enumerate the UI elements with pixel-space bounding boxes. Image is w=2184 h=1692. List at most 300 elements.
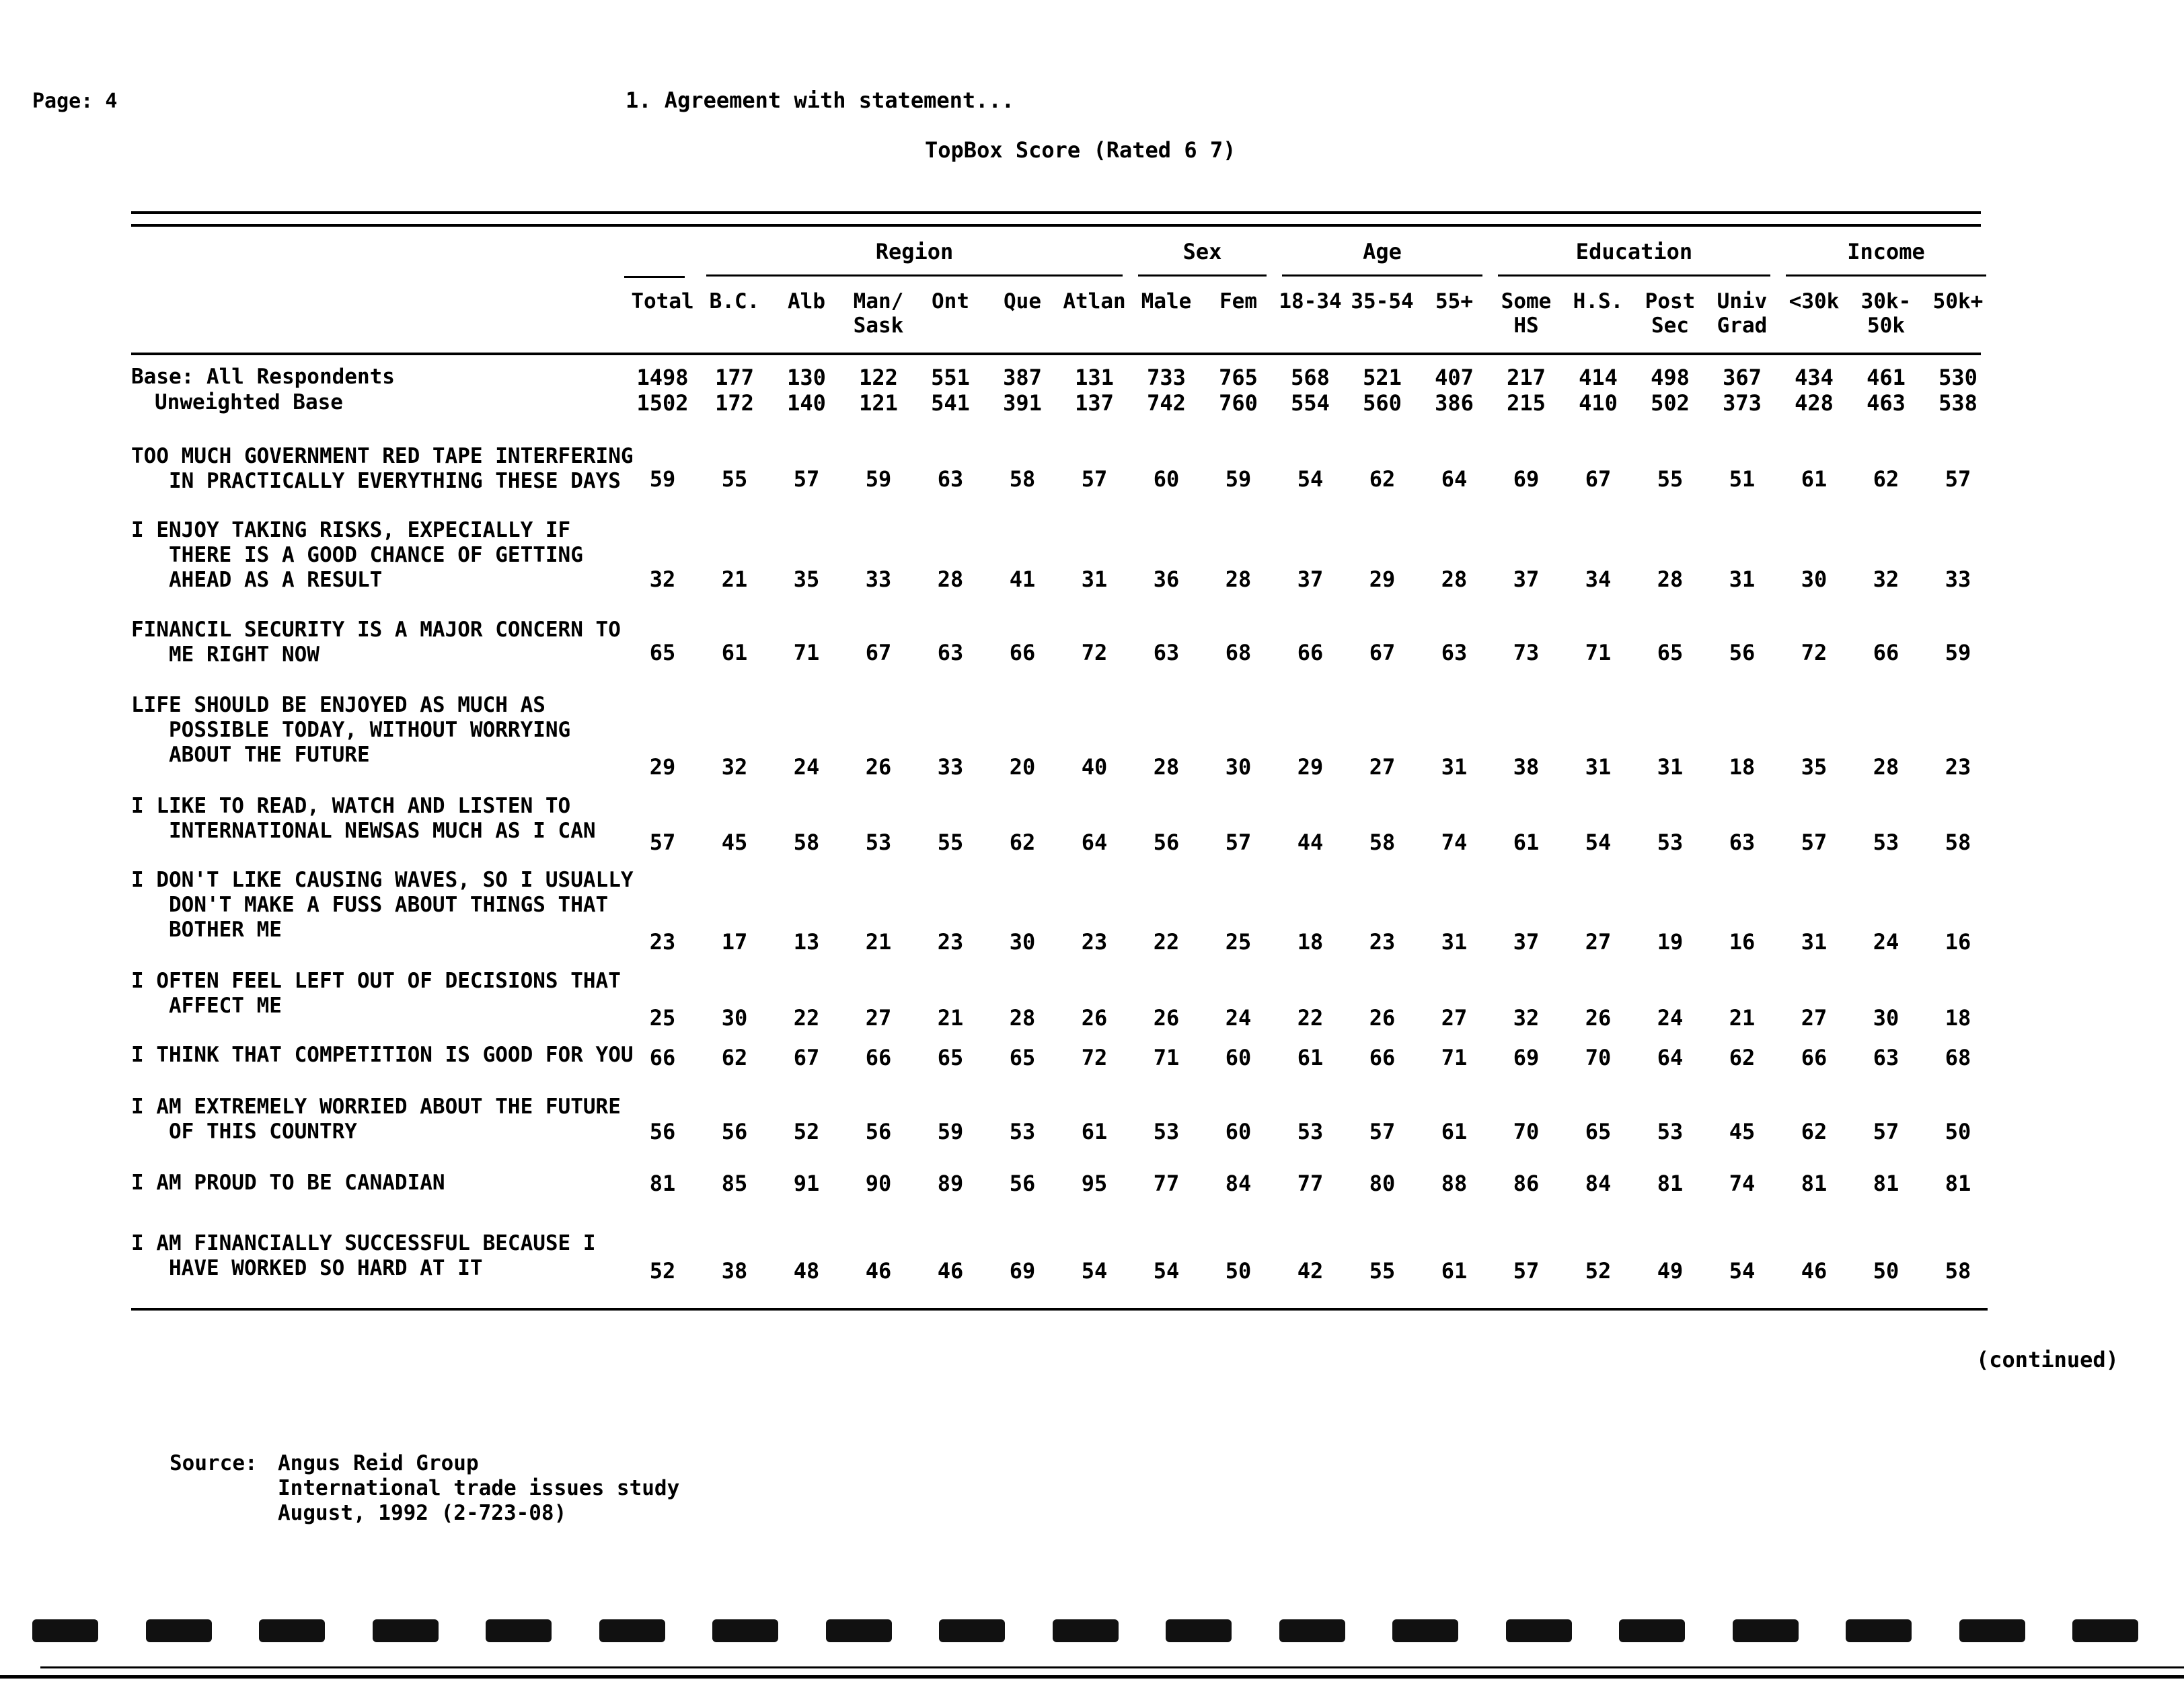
table-cell: 65: [937, 1045, 964, 1070]
statement-label: FINANCIL SECURITY IS A MAJOR CONCERN TO ME RIGHT NOW: [131, 618, 621, 667]
table-cell: 33: [1945, 566, 1971, 592]
source-label: Source:: [170, 1451, 258, 1475]
table-cell: 59: [649, 466, 676, 492]
table-cell: 57: [1873, 1119, 1899, 1144]
table-cell: 29: [1369, 566, 1396, 592]
header-bottom-rule: [131, 353, 1981, 355]
table-cell: 59: [1225, 466, 1252, 492]
table-cell: 52: [1585, 1258, 1612, 1284]
table-top-rule: [131, 211, 1981, 214]
table-cell: 31: [1441, 929, 1468, 955]
column-header-line2: Grad: [1717, 314, 1768, 338]
table-cell: 26: [1585, 1005, 1612, 1031]
table-cell: 58: [1945, 830, 1971, 855]
unweighted-base-value: 463: [1867, 390, 1906, 416]
table-cell: 53: [1153, 1119, 1180, 1144]
column-header-line2: 50k: [1867, 314, 1905, 338]
table-cell: 21: [1729, 1005, 1756, 1031]
table-cell: 95: [1081, 1171, 1108, 1196]
table-cell: 70: [1513, 1119, 1540, 1144]
table-cell: 66: [649, 1045, 676, 1070]
table-cell: 85: [721, 1171, 748, 1196]
group-underline: [1498, 274, 1770, 277]
table-cell: 18: [1729, 754, 1756, 780]
table-cell: 28: [937, 566, 964, 592]
base-value: 461: [1867, 365, 1906, 390]
table-cell: 27: [1801, 1005, 1828, 1031]
base-value: 733: [1147, 365, 1186, 390]
base-value: 568: [1291, 365, 1330, 390]
table-cell: 20: [1009, 754, 1036, 780]
table-cell: 63: [937, 640, 964, 665]
base-label: Base: All Respondents: [131, 365, 395, 389]
table-cell: 53: [1873, 830, 1899, 855]
table-cell: 49: [1657, 1258, 1684, 1284]
source-line-3: August, 1992 (2-723-08): [278, 1501, 567, 1525]
table-cell: 28: [1873, 754, 1899, 780]
base-value: 498: [1651, 365, 1690, 390]
group-header-sex: Sex: [1182, 239, 1222, 264]
table-cell: 57: [1225, 830, 1252, 855]
column-header: <30k: [1788, 289, 1840, 314]
table-cell: 63: [1729, 830, 1756, 855]
table-cell: 88: [1441, 1171, 1468, 1196]
base-value: 530: [1938, 365, 1978, 390]
table-cell: 18: [1297, 929, 1324, 955]
table-cell: 18: [1945, 1005, 1971, 1031]
table-cell: 46: [865, 1258, 892, 1284]
table-cell: 24: [793, 754, 820, 780]
table-cell: 54: [1585, 830, 1612, 855]
table-cell: 81: [1801, 1171, 1828, 1196]
table-cell: 28: [1009, 1005, 1036, 1031]
statement-label: I OFTEN FEEL LEFT OUT OF DECISIONS THAT AFFECT ME: [131, 969, 621, 1018]
table-cell: 48: [793, 1258, 820, 1284]
unweighted-base-value: 215: [1507, 390, 1546, 416]
table-cell: 61: [1513, 830, 1540, 855]
binder-tab: [1506, 1619, 1572, 1642]
table-cell: 22: [793, 1005, 820, 1031]
table-cell: 57: [1945, 466, 1971, 492]
statement-label: I AM PROUD TO BE CANADIAN: [131, 1171, 445, 1195]
base-value: 551: [931, 365, 970, 390]
table-cell: 77: [1297, 1171, 1324, 1196]
total-underline: [624, 276, 685, 278]
table-cell: 31: [1585, 754, 1612, 780]
table-cell: 54: [1297, 466, 1324, 492]
table-cell: 71: [1441, 1045, 1468, 1070]
table-cell: 65: [1585, 1119, 1612, 1144]
table-cell: 68: [1945, 1045, 1971, 1070]
column-header: Man/: [853, 289, 904, 314]
table-cell: 29: [1297, 754, 1324, 780]
table-cell: 53: [865, 830, 892, 855]
table-cell: 50: [1873, 1258, 1899, 1284]
table-cell: 41: [1009, 566, 1036, 592]
column-header: Alb: [788, 289, 825, 314]
statement-label: I THINK THAT COMPETITION IS GOOD FOR YOU: [131, 1043, 634, 1067]
statement-label: TOO MUCH GOVERNMENT RED TAPE INTERFERING IN PRACTICALLY EVERYTHING THESE DAYS: [131, 444, 634, 493]
base-value: 367: [1723, 365, 1762, 390]
column-header: Male: [1141, 289, 1192, 314]
table-cell: 64: [1081, 830, 1108, 855]
table-cell: 51: [1729, 466, 1756, 492]
table-cell: 28: [1441, 566, 1468, 592]
binder-tab: [1846, 1619, 1912, 1642]
table-cell: 67: [1585, 466, 1612, 492]
table-cell: 59: [865, 466, 892, 492]
table-cell: 45: [721, 830, 748, 855]
table-cell: 73: [1513, 640, 1540, 665]
binder-tab: [259, 1619, 325, 1642]
table-cell: 63: [1873, 1045, 1899, 1070]
table-cell: 22: [1153, 929, 1180, 955]
group-underline: [706, 274, 1123, 277]
table-cell: 71: [1585, 640, 1612, 665]
binder-tab: [486, 1619, 552, 1642]
table-cell: 30: [721, 1005, 748, 1031]
table-cell: 59: [1945, 640, 1971, 665]
table-cell: 55: [1369, 1258, 1396, 1284]
table-cell: 70: [1585, 1045, 1612, 1070]
column-header: Fem: [1219, 289, 1257, 314]
table-cell: 55: [721, 466, 748, 492]
table-cell: 27: [1585, 929, 1612, 955]
column-header: 50k+: [1932, 289, 1984, 314]
binder-tab: [1279, 1619, 1345, 1642]
table-cell: 66: [1369, 1045, 1396, 1070]
unweighted-base-value: 373: [1723, 390, 1762, 416]
statement-label: I ENJOY TAKING RISKS, EXPECIALLY IF THERE IS A GOOD CHANCE OF GETTING AHEAD AS A RESULT: [131, 518, 583, 592]
table-cell: 77: [1153, 1171, 1180, 1196]
table-cell: 22: [1297, 1005, 1324, 1031]
table-cell: 60: [1153, 466, 1180, 492]
table-cell: 64: [1441, 466, 1468, 492]
table-cell: 62: [721, 1045, 748, 1070]
base-value: 177: [715, 365, 754, 390]
table-cell: 31: [1801, 929, 1828, 955]
base-value: 414: [1579, 365, 1618, 390]
table-cell: 50: [1225, 1258, 1252, 1284]
table-cell: 61: [1081, 1119, 1108, 1144]
unweighted-base-value: 1502: [636, 390, 689, 416]
statement-label: I LIKE TO READ, WATCH AND LISTEN TO INTERNATIONAL NEWSAS MUCH AS I CAN: [131, 794, 596, 843]
table-cell: 25: [1225, 929, 1252, 955]
table-cell: 74: [1441, 830, 1468, 855]
table-cell: 67: [793, 1045, 820, 1070]
table-cell: 31: [1081, 566, 1108, 592]
table-cell: 23: [937, 929, 964, 955]
table-cell: 24: [1225, 1005, 1252, 1031]
unweighted-base-value: 391: [1003, 390, 1042, 416]
table-cell: 69: [1009, 1258, 1036, 1284]
base-value: 130: [787, 365, 826, 390]
column-header-line2: HS: [1513, 314, 1539, 338]
table-cell: 27: [865, 1005, 892, 1031]
table-cell: 31: [1441, 754, 1468, 780]
unweighted-base-value: 137: [1075, 390, 1114, 416]
table-cell: 29: [649, 754, 676, 780]
statement-label: LIFE SHOULD BE ENJOYED AS MUCH AS POSSIBLE TODAY, WITHOUT WORRYING ABOUT THE FUTURE: [131, 693, 571, 767]
table-bottom-rule: [131, 1308, 1988, 1311]
unweighted-base-value: 541: [931, 390, 970, 416]
table-cell: 25: [649, 1005, 676, 1031]
table-cell: 86: [1513, 1171, 1540, 1196]
unweighted-base-value: 538: [1938, 390, 1978, 416]
table-cell: 33: [865, 566, 892, 592]
group-underline: [1786, 274, 1986, 277]
column-header: B.C.: [709, 289, 760, 314]
table-cell: 58: [1369, 830, 1396, 855]
table-cell: 50: [1945, 1119, 1971, 1144]
binder-tab: [1733, 1619, 1799, 1642]
unweighted-base-value: 121: [859, 390, 898, 416]
group-header-age: Age: [1363, 239, 1402, 264]
unweighted-base-value: 140: [787, 390, 826, 416]
table-cell: 67: [1369, 640, 1396, 665]
table-cell: 89: [937, 1171, 964, 1196]
table-cell: 45: [1729, 1119, 1756, 1144]
table-cell: 61: [1441, 1119, 1468, 1144]
table-cell: 60: [1225, 1045, 1252, 1070]
table-cell: 62: [1801, 1119, 1828, 1144]
table-cell: 21: [721, 566, 748, 592]
table-cell: 71: [793, 640, 820, 665]
table-cell: 63: [1441, 640, 1468, 665]
table-cell: 40: [1081, 754, 1108, 780]
table-cell: 28: [1657, 566, 1684, 592]
table-cell: 66: [1873, 640, 1899, 665]
binder-tab: [826, 1619, 892, 1642]
table-cell: 61: [1801, 466, 1828, 492]
table-cell: 27: [1369, 754, 1396, 780]
table-cell: 16: [1729, 929, 1756, 955]
binder-tab: [599, 1619, 665, 1642]
table-cell: 23: [649, 929, 676, 955]
column-header: Post: [1645, 289, 1696, 314]
table-cell: 57: [649, 830, 676, 855]
binder-edge-line: [40, 1666, 2184, 1668]
unweighted-base-label: Unweighted Base: [155, 390, 343, 414]
table-cell: 19: [1657, 929, 1684, 955]
unweighted-base-value: 760: [1219, 390, 1258, 416]
table-cell: 32: [649, 566, 676, 592]
table-cell: 35: [793, 566, 820, 592]
binder-tab: [2072, 1619, 2138, 1642]
table-cell: 53: [1657, 830, 1684, 855]
binder-edge-line-2: [0, 1675, 2184, 1679]
table-cell: 42: [1297, 1258, 1324, 1284]
base-value: 131: [1075, 365, 1114, 390]
table-cell: 71: [1153, 1045, 1180, 1070]
column-header: Total: [631, 289, 694, 314]
column-header: 18-34: [1279, 289, 1342, 314]
table-cell: 61: [721, 640, 748, 665]
unweighted-base-value: 172: [715, 390, 754, 416]
table-cell: 21: [865, 929, 892, 955]
column-header: Univ: [1717, 289, 1768, 314]
table-cell: 55: [1657, 466, 1684, 492]
binder-tab: [1053, 1619, 1119, 1642]
table-cell: 57: [1513, 1258, 1540, 1284]
table-cell: 23: [1945, 754, 1971, 780]
table-cell: 72: [1081, 1045, 1108, 1070]
statement-label: I AM EXTREMELY WORRIED ABOUT THE FUTURE OF THIS COUNTRY: [131, 1095, 621, 1144]
table-cell: 81: [1873, 1171, 1899, 1196]
table-cell: 59: [937, 1119, 964, 1144]
table-cell: 72: [1801, 640, 1828, 665]
table-cell: 30: [1009, 929, 1036, 955]
table-cell: 58: [1945, 1258, 1971, 1284]
table-cell: 38: [1513, 754, 1540, 780]
table-cell: 69: [1513, 1045, 1540, 1070]
column-header: 55+: [1435, 289, 1473, 314]
table-cell: 31: [1729, 566, 1756, 592]
group-underline: [1282, 274, 1482, 277]
table-cell: 63: [1153, 640, 1180, 665]
table-cell: 62: [1873, 466, 1899, 492]
table-cell: 26: [1153, 1005, 1180, 1031]
table-cell: 56: [1009, 1171, 1036, 1196]
table-cell: 26: [1081, 1005, 1108, 1031]
table-cell: 80: [1369, 1171, 1396, 1196]
page-number: Page: 4: [32, 89, 118, 113]
table-cell: 34: [1585, 566, 1612, 592]
table-cell: 44: [1297, 830, 1324, 855]
group-header-education: Education: [1575, 239, 1693, 264]
column-header: Ont: [932, 289, 969, 314]
table-cell: 26: [1369, 1005, 1396, 1031]
table-cell: 30: [1225, 754, 1252, 780]
table-cell: 81: [1945, 1171, 1971, 1196]
table-cell: 53: [1297, 1119, 1324, 1144]
binder-tab: [146, 1619, 212, 1642]
table-cell: 56: [1153, 830, 1180, 855]
column-header-line2: Sec: [1651, 314, 1689, 338]
table-cell: 68: [1225, 640, 1252, 665]
table-cell: 17: [721, 929, 748, 955]
table-cell: 57: [793, 466, 820, 492]
base-value: 765: [1219, 365, 1258, 390]
table-cell: 38: [721, 1258, 748, 1284]
table-cell: 54: [1081, 1258, 1108, 1284]
source-line-1: Angus Reid Group: [278, 1451, 479, 1475]
base-value: 434: [1795, 365, 1834, 390]
page-subtitle: TopBox Score (Rated 6 7): [925, 137, 1236, 163]
binder-tab: [712, 1619, 778, 1642]
table-cell: 28: [1153, 754, 1180, 780]
table-cell: 21: [937, 1005, 964, 1031]
table-cell: 58: [1009, 466, 1036, 492]
table-cell: 57: [1801, 830, 1828, 855]
table-cell: 32: [721, 754, 748, 780]
table-cell: 52: [649, 1258, 676, 1284]
table-cell: 81: [649, 1171, 676, 1196]
table-cell: 13: [793, 929, 820, 955]
table-cell: 55: [937, 830, 964, 855]
table-cell: 60: [1225, 1119, 1252, 1144]
binder-tab: [1959, 1619, 2025, 1642]
unweighted-base-value: 742: [1147, 390, 1186, 416]
table-cell: 65: [649, 640, 676, 665]
table-cell: 53: [1009, 1119, 1036, 1144]
column-header: 30k-: [1860, 289, 1912, 314]
table-cell: 74: [1729, 1171, 1756, 1196]
table-cell: 52: [793, 1119, 820, 1144]
table-cell: 56: [1729, 640, 1756, 665]
table-cell: 57: [1369, 1119, 1396, 1144]
table-cell: 54: [1153, 1258, 1180, 1284]
table-cell: 84: [1225, 1171, 1252, 1196]
group-underline: [1138, 274, 1267, 277]
table-cell: 46: [1801, 1258, 1828, 1284]
column-header: Atlan: [1063, 289, 1126, 314]
unweighted-base-value: 386: [1435, 390, 1474, 416]
table-cell: 69: [1513, 466, 1540, 492]
table-cell: 61: [1441, 1258, 1468, 1284]
binder-tab: [939, 1619, 1005, 1642]
table-cell: 90: [865, 1171, 892, 1196]
table-cell: 67: [865, 640, 892, 665]
table-cell: 30: [1873, 1005, 1899, 1031]
table-cell: 27: [1441, 1005, 1468, 1031]
table-cell: 24: [1873, 929, 1899, 955]
table-cell: 26: [865, 754, 892, 780]
table-cell: 16: [1945, 929, 1971, 955]
table-cell: 61: [1297, 1045, 1324, 1070]
binder-tab: [1619, 1619, 1685, 1642]
unweighted-base-value: 502: [1651, 390, 1690, 416]
table-cell: 57: [1081, 466, 1108, 492]
binder-tab: [1166, 1619, 1232, 1642]
page-title: 1. Agreement with statement...: [626, 87, 1014, 113]
table-cell: 62: [1729, 1045, 1756, 1070]
binder-tab: [373, 1619, 439, 1642]
table-cell: 81: [1657, 1171, 1684, 1196]
unweighted-base-value: 560: [1363, 390, 1402, 416]
continued-note: (continued): [1976, 1347, 2119, 1372]
table-cell: 72: [1081, 640, 1108, 665]
table-cell: 63: [937, 466, 964, 492]
unweighted-base-value: 554: [1291, 390, 1330, 416]
table-cell: 58: [793, 830, 820, 855]
statement-label: I AM FINANCIALLY SUCCESSFUL BECAUSE I HAVE WORKED SO HARD AT IT: [131, 1231, 596, 1280]
statement-label: I DON'T LIKE CAUSING WAVES, SO I USUALLY DON'T MAKE A FUSS ABOUT THINGS THAT BOTHER ME: [131, 868, 634, 942]
table-cell: 37: [1513, 929, 1540, 955]
group-header-income: Income: [1847, 239, 1925, 264]
table-cell: 66: [1801, 1045, 1828, 1070]
table-cell: 56: [721, 1119, 748, 1144]
binder-tab: [32, 1619, 98, 1642]
table-cell: 31: [1657, 754, 1684, 780]
column-header: Que: [1004, 289, 1041, 314]
table-cell: 23: [1081, 929, 1108, 955]
binder-tab: [1392, 1619, 1458, 1642]
table-cell: 66: [1297, 640, 1324, 665]
table-cell: 62: [1369, 466, 1396, 492]
table-cell: 30: [1801, 566, 1828, 592]
table-cell: 37: [1297, 566, 1324, 592]
table-cell: 32: [1513, 1005, 1540, 1031]
table-cell: 54: [1729, 1258, 1756, 1284]
base-value: 407: [1435, 365, 1474, 390]
table-cell: 65: [1657, 640, 1684, 665]
table-cell: 46: [937, 1258, 964, 1284]
table-cell: 36: [1153, 566, 1180, 592]
column-header: H.S.: [1573, 289, 1624, 314]
unweighted-base-value: 428: [1795, 390, 1834, 416]
table-cell: 65: [1009, 1045, 1036, 1070]
